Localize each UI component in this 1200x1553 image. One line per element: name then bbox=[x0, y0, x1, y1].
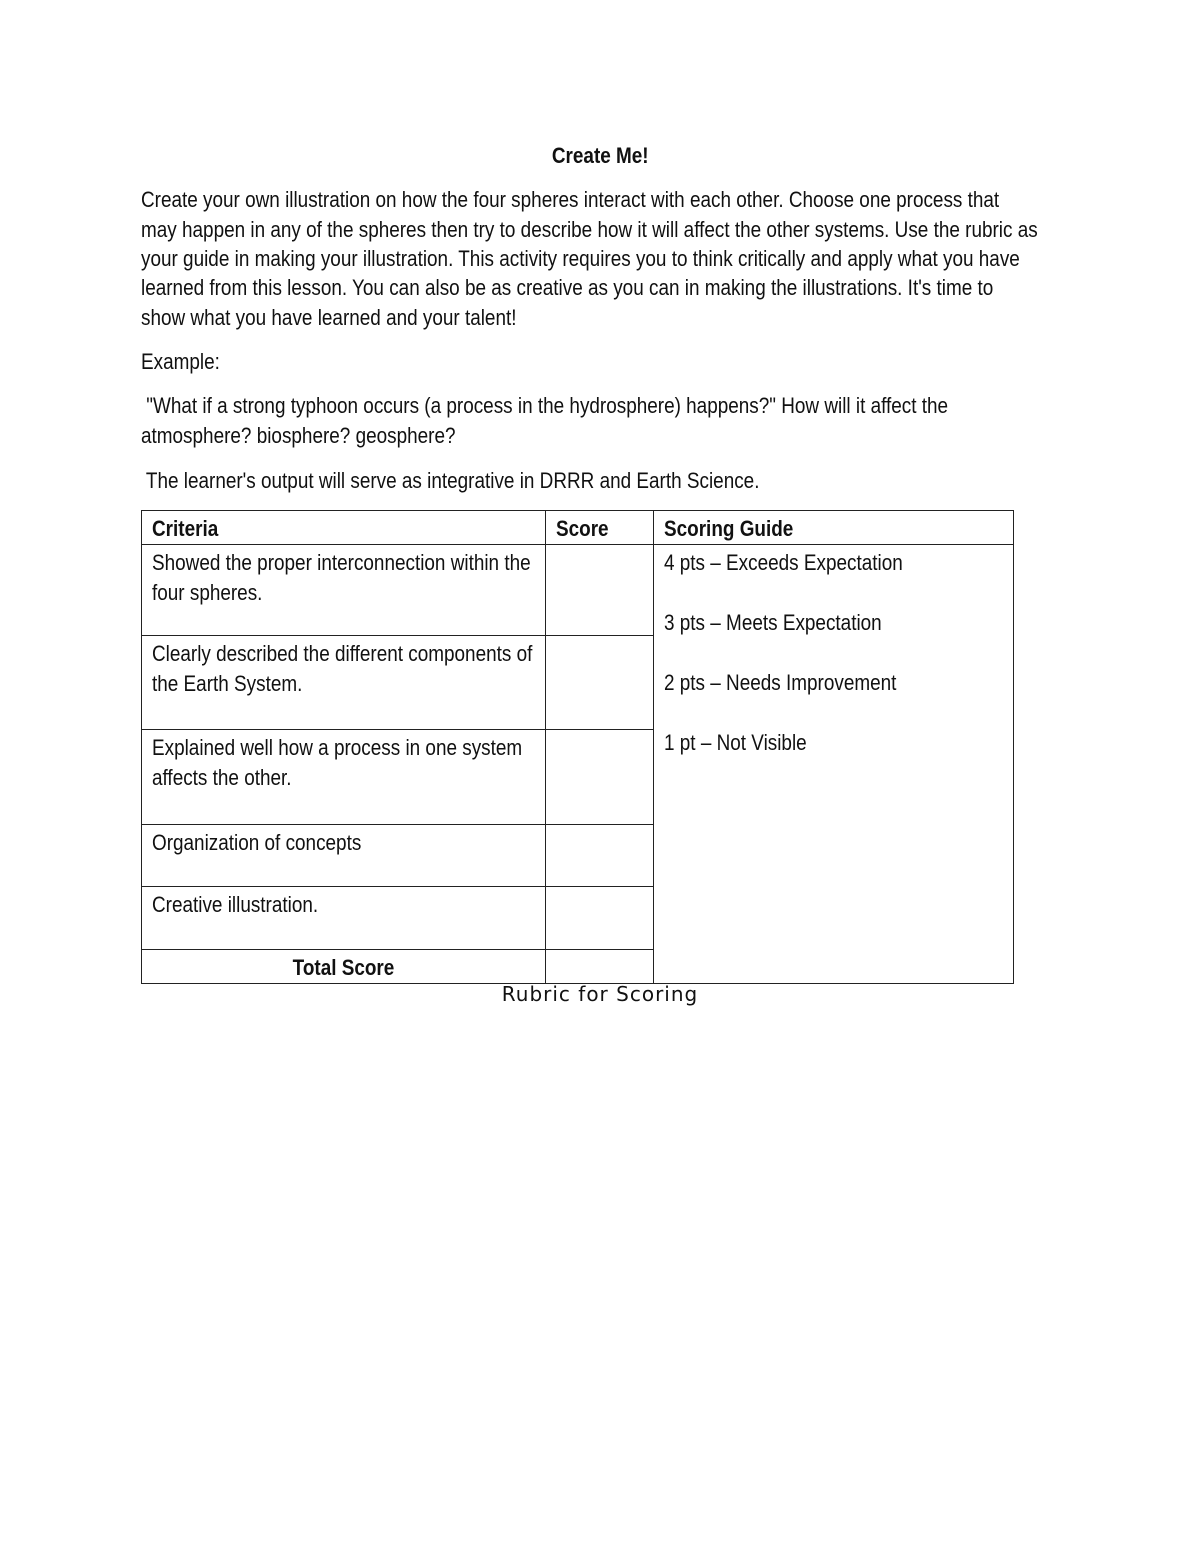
score-cell[interactable] bbox=[546, 730, 654, 825]
rubric-table bbox=[141, 510, 1014, 984]
example-line-2: atmosphere? biosphere? geosphere? bbox=[141, 423, 456, 448]
criterion-cell: Organization of concepts bbox=[142, 825, 546, 887]
criterion-cell: Creative illustration. bbox=[142, 887, 546, 950]
example-label: Example: bbox=[141, 349, 220, 374]
rubric-header-row bbox=[142, 511, 1014, 545]
score-cell[interactable] bbox=[546, 887, 654, 950]
scoring-guide-header: Scoring Guide bbox=[654, 511, 1014, 545]
criteria-header: Criteria bbox=[142, 511, 546, 545]
guide-item: 3 pts – Meets Expectation bbox=[664, 610, 882, 635]
instruction-line-3: your guide in making your illustration. This activity requires you to think critically and apply what you have bbox=[141, 246, 1020, 271]
score-cell[interactable] bbox=[546, 825, 654, 887]
guide-item: 4 pts – Exceeds Expectation bbox=[664, 550, 903, 575]
rubric-caption: Rubric for Scoring bbox=[501, 982, 699, 1006]
criterion-cell: Explained well how a process in one system affects the other. bbox=[142, 730, 546, 825]
instruction-line-2: may happen in any of the spheres then try to describe how it will affect the other systems. Use the rubric as bbox=[141, 217, 1038, 242]
page-title: Create Me! bbox=[551, 143, 649, 168]
table-row bbox=[142, 545, 1014, 636]
guide-item: 1 pt – Not Visible bbox=[664, 730, 807, 755]
score-cell[interactable] bbox=[546, 636, 654, 730]
instruction-line-5: show what you have learned and your talent! bbox=[141, 305, 517, 330]
total-score-cell[interactable] bbox=[546, 950, 654, 984]
criterion-cell: Showed the proper interconnection within the four spheres. bbox=[142, 545, 546, 636]
scoring-guide-cell bbox=[654, 545, 1014, 984]
integrative-note: The learner's output will serve as integrative in DRRR and Earth Science. bbox=[141, 468, 760, 493]
guide-item: 2 pts – Needs Improvement bbox=[664, 670, 897, 695]
instruction-line-1: Create your own illustration on how the four spheres interact with each other. Choose one process that bbox=[141, 187, 1000, 212]
score-header: Score bbox=[546, 511, 654, 545]
score-cell[interactable] bbox=[546, 545, 654, 636]
total-score-label: Total Score bbox=[142, 950, 546, 984]
instruction-line-4: learned from this lesson. You can also be as creative as you can in making the illustrations. It's time to bbox=[141, 275, 994, 300]
example-line-1: "What if a strong typhoon occurs (a process in the hydrosphere) happens?" How will it affect the bbox=[141, 393, 949, 418]
criterion-cell: Clearly described the different components of the Earth System. bbox=[142, 636, 546, 730]
